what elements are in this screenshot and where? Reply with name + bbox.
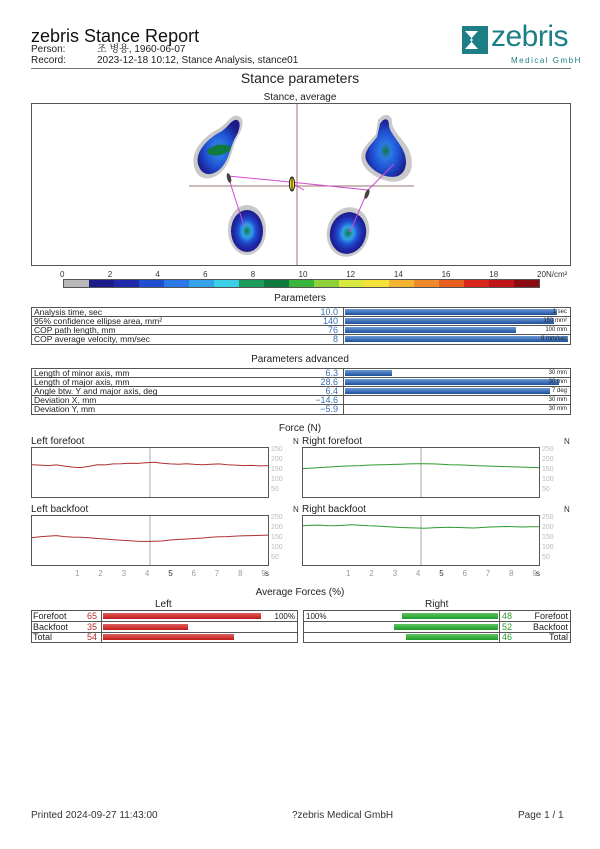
force-chart-0 xyxy=(31,447,269,498)
average-forces-title: Average Forces (%) xyxy=(255,587,345,598)
force-x-tick: 5 xyxy=(439,569,444,578)
average-right-row xyxy=(304,611,570,621)
scale-swatch xyxy=(339,280,364,287)
force-x-tick: 2 xyxy=(369,569,374,578)
parameters-advanced-table xyxy=(31,368,571,415)
force-y-tick: 250 xyxy=(542,514,554,521)
average-left-title: Left xyxy=(155,599,172,610)
force-y-tick: 200 xyxy=(542,524,554,531)
parameter-bar xyxy=(345,336,568,342)
parameter-label: Analysis time, sec xyxy=(34,307,103,317)
force-x-tick: 2 xyxy=(98,569,103,578)
parameter-divider xyxy=(343,308,344,317)
average-left-row xyxy=(32,622,297,632)
parameter-bar xyxy=(345,388,550,394)
report-title: zebris Stance Report xyxy=(31,26,200,46)
scale-tick-label: 8 xyxy=(250,270,256,279)
pressure-color-scale xyxy=(55,270,575,290)
parameter-label: Length of major axis, mm xyxy=(34,377,130,387)
parameter-label: Deviation X, mm xyxy=(34,395,97,405)
parameter-scale: 1 sec xyxy=(552,309,567,315)
left-heel-pressure xyxy=(231,210,263,252)
average-row-label: Total xyxy=(33,632,53,643)
average-row-label: Forefoot xyxy=(33,611,67,621)
parameter-row xyxy=(32,405,570,414)
average-left-value: 35 xyxy=(87,621,98,632)
parameter-divider xyxy=(343,396,344,405)
force-x-tick: 4 xyxy=(415,569,421,578)
average-forces-left-table xyxy=(31,610,298,643)
force-y-tick: 50 xyxy=(542,486,550,493)
person-label: Person: xyxy=(31,44,66,55)
printed-timestamp: Printed 2024-09-27 11:43:00 xyxy=(31,810,158,821)
parameter-divider xyxy=(343,387,344,396)
parameters-title: Parameters xyxy=(274,293,326,304)
parameter-divider xyxy=(343,369,344,378)
footer-company: ?zebris Medical GmbH xyxy=(292,810,394,821)
parameter-value: 8 xyxy=(332,334,338,344)
force-unit-label: N xyxy=(564,505,570,514)
average-left-bar xyxy=(103,624,188,630)
parameter-label: Deviation Y, mm xyxy=(34,404,96,414)
parameter-value: 140 xyxy=(322,316,338,326)
force-y-tick: 200 xyxy=(271,524,283,531)
average-right-divider xyxy=(499,611,500,621)
force-x-tick: 8 xyxy=(238,569,243,578)
parameter-scale: 8 mm/sec xyxy=(540,336,567,342)
force-chart-2 xyxy=(31,515,269,566)
average-row-label: Backfoot xyxy=(532,621,568,632)
force-x-tick: 3 xyxy=(392,569,398,578)
parameter-scale: 30 mm xyxy=(548,370,567,376)
scale-swatch xyxy=(164,280,189,287)
scale-tick-label: 10 xyxy=(298,270,308,279)
force-unit-label: N xyxy=(564,437,570,446)
average-right-value: 48 xyxy=(502,611,513,621)
force-panel-title: Right backfoot xyxy=(302,504,366,515)
left-hundred-label: 100% xyxy=(274,612,295,621)
average-right-value: 46 xyxy=(502,632,513,643)
scale-swatch xyxy=(139,280,164,287)
parameter-scale: 7 deg xyxy=(551,388,567,394)
force-y-tick: 200 xyxy=(542,456,554,463)
scale-swatch xyxy=(289,280,314,287)
parameter-scale: 150 mm² xyxy=(543,318,567,324)
parameter-value: 10.0 xyxy=(320,307,338,317)
average-right-bar xyxy=(394,624,498,630)
average-left-row xyxy=(32,611,297,621)
average-row-label: Total xyxy=(548,632,568,643)
parameter-value: −14.6 xyxy=(315,395,338,405)
force-y-tick: 50 xyxy=(271,554,279,561)
scale-tick-label: 6 xyxy=(203,270,208,279)
force-x-tick: 1 xyxy=(75,569,80,578)
parameters-advanced-title: Parameters advanced xyxy=(251,354,349,365)
scale-swatch xyxy=(214,280,239,287)
average-right-divider xyxy=(499,632,500,642)
scale-tick-label: 12 xyxy=(346,270,356,279)
scale-tick-label: 20 xyxy=(537,270,546,279)
force-y-tick: 200 xyxy=(271,456,283,463)
scale-tick-label: 0 xyxy=(60,270,65,279)
force-unit-label: N xyxy=(293,505,299,514)
average-right-bar xyxy=(406,634,498,640)
parameter-scale: 100 mm xyxy=(545,327,567,333)
force-panel-title: Left forefoot xyxy=(31,436,85,447)
force-charts xyxy=(0,435,600,585)
header-meta xyxy=(31,44,431,68)
parameter-bar xyxy=(345,309,557,315)
scale-tick-label: 16 xyxy=(441,270,451,279)
parameter-label: COP average velocity, mm/sec xyxy=(34,334,150,344)
logo-subtext: Medical GmbH xyxy=(511,56,582,65)
scale-swatch xyxy=(389,280,414,287)
force-y-tick: 100 xyxy=(542,476,554,483)
parameter-scale: 30 mm xyxy=(548,397,567,403)
scale-swatch xyxy=(489,280,514,287)
force-x-tick: 1 xyxy=(346,569,351,578)
force-x-tick: 5 xyxy=(168,569,173,578)
scale-tick-label: 14 xyxy=(393,270,403,279)
parameter-label: 95% confidence ellipse area, mm² xyxy=(34,316,163,326)
average-row-label: Forefoot xyxy=(534,611,568,621)
force-y-tick: 50 xyxy=(542,554,550,561)
scale-swatch xyxy=(439,280,464,287)
force-y-tick: 250 xyxy=(542,446,554,453)
parameter-label: Length of minor axis, mm xyxy=(34,368,130,378)
average-right-divider xyxy=(499,622,500,632)
parameter-bar xyxy=(345,318,554,324)
force-y-tick: 150 xyxy=(271,466,283,473)
scale-tick-label: 2 xyxy=(107,270,113,279)
force-x-tick: 6 xyxy=(191,569,196,578)
parameter-divider xyxy=(343,378,344,387)
force-y-tick: 100 xyxy=(542,544,554,551)
average-left-value: 54 xyxy=(87,632,98,643)
force-unit-label: N xyxy=(293,437,299,446)
parameter-value: 6.3 xyxy=(325,368,338,378)
stance-plot xyxy=(31,103,571,266)
record-label: Record: xyxy=(31,55,67,66)
scale-swatch xyxy=(414,280,439,287)
scale-swatch xyxy=(464,280,489,287)
page-number: Page 1 / 1 xyxy=(518,810,564,821)
parameter-value: 76 xyxy=(327,325,338,335)
force-y-tick: 150 xyxy=(542,466,554,473)
zebris-logo xyxy=(462,20,582,68)
parameter-divider xyxy=(343,335,344,344)
parameter-divider xyxy=(343,317,344,326)
force-y-tick: 250 xyxy=(271,514,283,521)
parameter-value: −5.9 xyxy=(320,404,338,414)
force-x-tick: 8 xyxy=(509,569,514,578)
force-chart-1 xyxy=(302,447,540,498)
force-y-tick: 150 xyxy=(542,534,554,541)
scale-swatch xyxy=(514,280,539,287)
force-x-tick: 9 xyxy=(532,569,537,578)
average-left-divider xyxy=(101,632,102,642)
average-right-bar xyxy=(402,613,498,619)
force-x-tick: 9 xyxy=(261,569,266,578)
average-left-divider xyxy=(101,611,102,621)
average-right-row xyxy=(304,622,570,632)
force-y-tick: 250 xyxy=(271,446,283,453)
parameter-row xyxy=(32,335,570,344)
average-left-value: 65 xyxy=(87,611,98,621)
stance-plot-title: Stance, average xyxy=(263,92,337,103)
parameter-value: 28.6 xyxy=(320,377,338,387)
scale-swatch xyxy=(64,280,89,287)
force-x-unit: s xyxy=(265,569,269,578)
parameter-bar xyxy=(345,327,516,333)
force-x-tick: 3 xyxy=(121,569,127,578)
scale-swatch xyxy=(239,280,264,287)
force-x-tick: 7 xyxy=(214,569,220,578)
logo-mark-icon xyxy=(462,26,488,54)
scale-swatch xyxy=(364,280,389,287)
header-divider xyxy=(31,68,571,69)
force-y-tick: 100 xyxy=(271,544,283,551)
average-right-value: 52 xyxy=(502,621,513,632)
force-y-tick: 100 xyxy=(271,476,283,483)
parameter-bar xyxy=(345,379,559,385)
average-left-bar xyxy=(103,634,234,640)
average-forces-right-table xyxy=(303,610,571,643)
person-value: 조 병용, 1960-06-07 xyxy=(97,44,186,55)
right-hundred-label: 100% xyxy=(306,612,327,621)
force-x-tick: 7 xyxy=(485,569,491,578)
average-left-divider xyxy=(101,622,102,632)
scale-swatch xyxy=(89,280,114,287)
force-x-unit: s xyxy=(536,569,540,578)
scale-tick-label: 18 xyxy=(489,270,499,279)
parameter-divider xyxy=(343,326,344,335)
parameter-divider xyxy=(343,405,344,414)
scale-unit: N/cm² xyxy=(546,270,568,279)
parameter-value: 6.4 xyxy=(325,386,338,396)
parameters-table xyxy=(31,307,571,345)
record-value: 2023-12-18 10:12, Stance Analysis, stance01 xyxy=(97,55,299,66)
stance-section-title: Stance parameters xyxy=(240,70,360,86)
average-right-title: Right xyxy=(425,599,449,610)
average-right-row xyxy=(304,632,570,642)
stance-heatmap xyxy=(32,104,570,265)
parameter-bar xyxy=(345,370,392,376)
force-y-tick: 50 xyxy=(271,486,279,493)
force-y-tick: 150 xyxy=(271,534,283,541)
parameter-row xyxy=(32,387,570,396)
average-row-label: Backfoot xyxy=(33,621,69,632)
force-x-tick: 4 xyxy=(144,569,150,578)
parameter-label: Angle btw. Y and major axis, deg xyxy=(34,386,158,396)
scale-swatch xyxy=(189,280,214,287)
average-left-bar xyxy=(103,613,261,619)
force-section-title: Force (N) xyxy=(278,423,322,434)
parameter-scale: 30 mm xyxy=(548,406,567,412)
parameter-row xyxy=(32,396,570,405)
force-panel-title: Right forefoot xyxy=(302,436,363,447)
scale-swatch xyxy=(264,280,289,287)
parameter-label: COP path length, mm xyxy=(34,325,116,335)
force-chart-3 xyxy=(302,515,540,566)
force-panel-title: Left backfoot xyxy=(31,504,89,515)
scale-swatch xyxy=(314,280,339,287)
scale-tick-label: 4 xyxy=(155,270,160,279)
parameter-scale: 30 mm xyxy=(548,379,567,385)
logo-text: zebris xyxy=(491,20,569,53)
force-x-tick: 6 xyxy=(462,569,467,578)
scale-swatch xyxy=(114,280,139,287)
average-left-row xyxy=(32,632,297,642)
